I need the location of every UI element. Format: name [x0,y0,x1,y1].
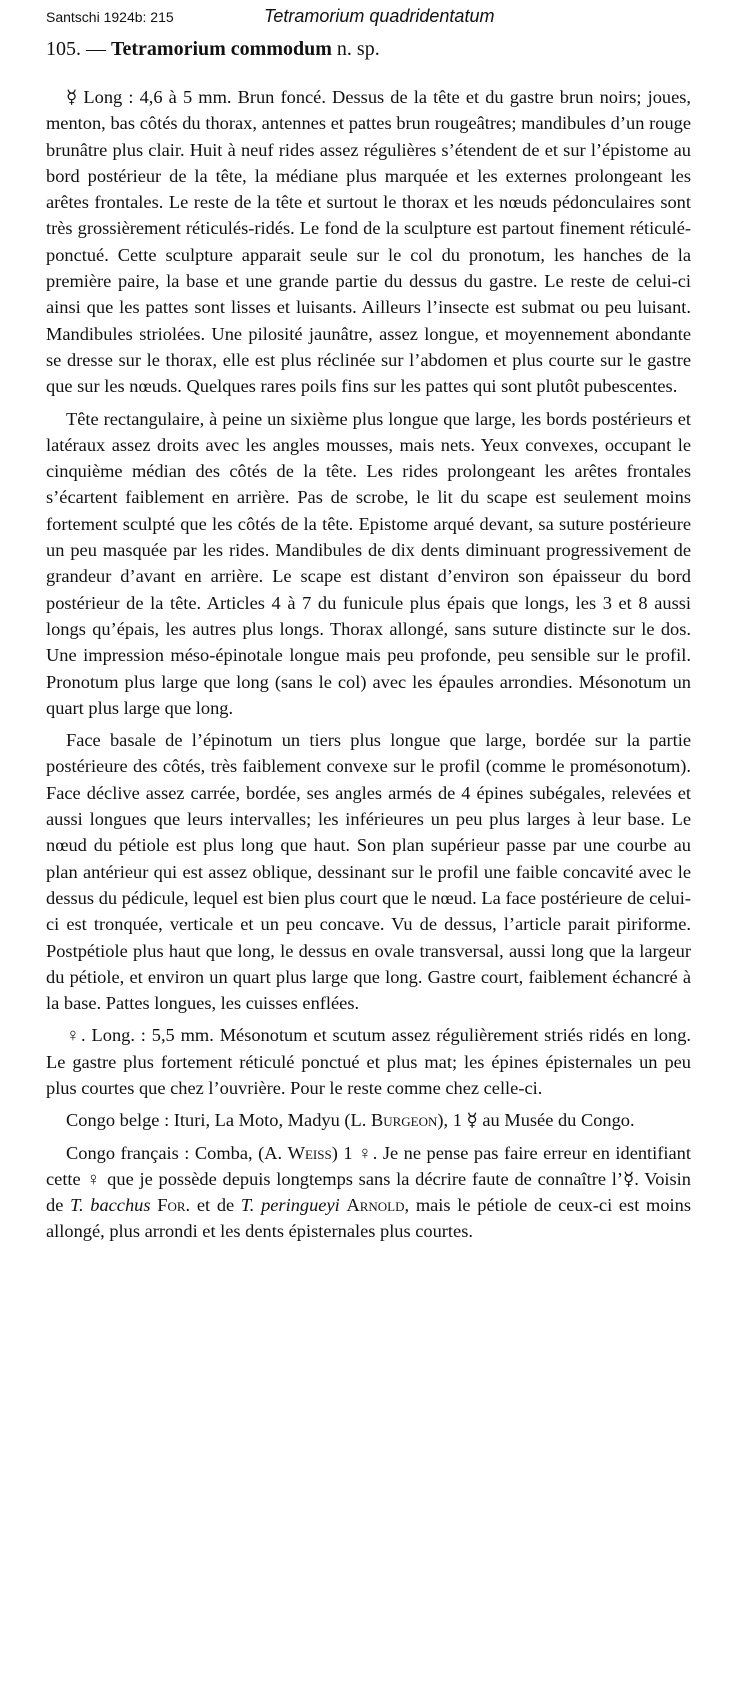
collector-name: Weiss [287,1142,332,1163]
species-name: Tetramorium commodum [111,38,332,60]
paragraph-queen-description [46,1022,691,1101]
paragraph-text: Face basale de l’épinotum un tiers plus longue que large, bordée sur la partie postérieure des côtés, très faiblement convexe sur le profil (comme le promésonotum). Face déclive assez carrée, bordée, ses angles armés de 4 épines subégales, relevées et aussi longues que leurs intervalles; les inférieures un peu plus larges à leur base. Le nœud du pétiole est plus long que haut. Son plan supérieur passe par une courbe au plan antérieur qui est assez oblique, dessinant sur le profil une faible concavité avec le dessus du pédicule, lequel est bien plus court que le nœud. La face postérieure de celui-ci est tronquée, verticale et un peu concave. Vu de dessus, l’article parait piriforme. Postpétiole plus haut que long, le dessus en ovale transversal, aussi long que la largeur du pétiole, et environ un quart plus large que long. Gastre court, faiblement échancré à la base. Pattes longues, les cuisses enflées. [46,730,691,1014]
author-name: For. [157,1195,191,1216]
paragraph-text: ) 1 ♀. Je ne pense pas faire erreur en identifiant cette ♀ que je possède depuis longtemps sans la décrire faute de connaître l’☿. Voisin de [46,1142,691,1216]
paragraph-text: et de [196,1195,235,1216]
paragraph-text: ), 1 ☿ au Musée du Congo. [437,1110,635,1131]
collector-name: Burgeon [370,1110,438,1131]
page-header [46,6,606,28]
paragraph-text: Congo français : Comba, (A. [66,1142,283,1163]
paragraph-head-thorax [46,406,691,722]
species-heading [46,38,380,61]
citation-reference: Santschi 1924b: 215 [46,9,174,25]
paragraph-text: ☿ Long : 4,6 à 5 mm. Brun foncé. Dessus de la tête et du gastre brun noirs; joues, menton, bas côtés du thorax, antennes et pattes brun rougeâtres; mandibules d’un rouge brunâtre plus clair. Huit à neuf rides assez régulières s’étendent de et sur l’épistome au bord postérieur de la tête, la médiane plus marquée et les externes prolongeant les arêtes frontales. Le reste de la tête et surtout le thorax et les nœuds pédonculaires sont très grossièrement réticulés-ridés. Le fond de la sculpture est partout finement réticulé-ponctué. Cette sculpture apparait seule sur le col du pronotum, les hanches de la première paire, la base et une grande partie du dessus du gastre. Le reste de celui-ci ainsi que les pattes sont lisses et luisants. Ailleurs l’insecte est submat ou peu luisant. Mandibules striolées. Une pilosité jaunâtre, assez longue, et moyennement abondante se dresse sur le thorax, elle est plus réclinée sur l’abdomen et plus courte sur le gastre que sur les nœuds. Quelques rares poils fins sur les pattes qui sont plutôt pubescentes. [46,87,691,397]
taxon-name: T. bacchus [70,1195,151,1216]
species-number: 105. [46,38,81,60]
paragraph-text: , mais le pétiole de ceux-ci est moins allongé, plus arrondi et les dents épisternales plus courtes. [46,1195,691,1242]
taxon-name: T. peringueyi [240,1195,340,1216]
paragraph-text: ♀. Long. : 5,5 mm. Mésonotum et scutum assez régulièrement striés ridés en long. Le gastre plus fortement réticulé ponctué et plus mat; les épines épisternales un peu plus courtes que chez l’ouvrière. Pour le reste comme chez celle-ci. [46,1025,691,1098]
paragraph-text: Tête rectangulaire, à peine un sixième plus longue que large, les bords postérieurs et latéraux assez droits avec les angles mousses, mais nets. Yeux convexes, occupant le cinquième médian des côtés de la tête. Les rides prolongeant les arêtes frontales s’écartent faiblement en arrière. Pas de scrobe, le lit du scape est seulement moins fortement sculpté que les côtés de la tête. Epistome arqué devant, sa suture postérieure un peu masquée par les rides. Mandibules de dix dents diminuant progressivement de grandeur d’avant en arrière. Le scape est distant d’environ son épaisseur du bord postérieur de la tête. Articles 4 à 7 du funicule plus épais que longs, les 3 et 8 aussi longs qu’épais, les autres plus longs. Thorax allongé, sans suture distincte sur le dos. Une impression méso-épinotale longue mais peu profonde, peu sensible sur le profil. Pronotum plus large que long (sans le col) avec les épaules arrondies. Mésonotum un quart plus large que long. [46,408,691,718]
description-body [46,84,691,1251]
species-status: n. sp. [336,38,380,60]
paragraph-text: Congo belge : Ituri, La Moto, Madyu (L. [66,1110,367,1131]
paragraph-worker-description [46,84,691,400]
paragraph-locality-belgian-congo [46,1107,691,1133]
author-name: Arnold [346,1195,405,1216]
paragraph-epinotum-petiole [46,727,691,1016]
heading-dash: — [86,38,106,60]
paragraph-locality-french-congo [46,1140,691,1245]
header-species-name: Tetramorium quadridentatum [264,6,495,26]
